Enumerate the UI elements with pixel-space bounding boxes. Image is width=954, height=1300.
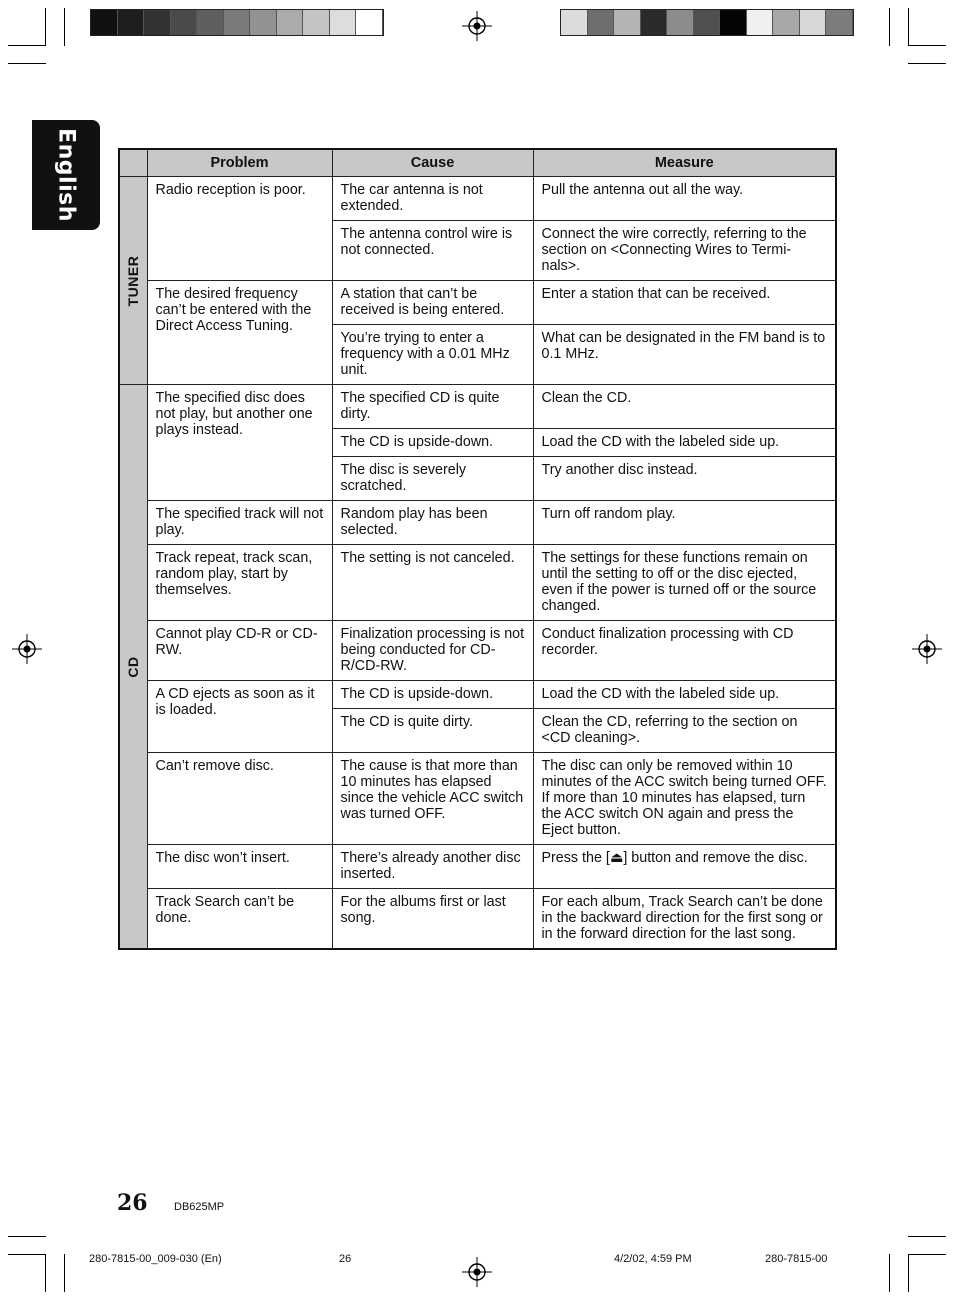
table-row bbox=[119, 385, 836, 429]
table-row bbox=[119, 845, 836, 889]
measure-cell: For each album, Track Search can’t be done in the backward direction for the first song or in the forward direction for the last song. bbox=[533, 889, 836, 950]
color-swatch bbox=[641, 10, 668, 35]
table-row bbox=[119, 281, 836, 325]
category-label: TUNER bbox=[125, 255, 142, 306]
crop-mark bbox=[908, 1254, 946, 1255]
measure-cell: Pull the antenna out all the way. bbox=[533, 177, 836, 221]
color-bar-left bbox=[90, 9, 384, 36]
crop-mark bbox=[64, 8, 65, 46]
color-swatch bbox=[250, 10, 277, 35]
color-swatch bbox=[303, 10, 330, 35]
measure-cell: Conduct finalization processing with CD recorder. bbox=[533, 621, 836, 681]
page-number: 26 bbox=[117, 1190, 148, 1216]
cause-cell: The specified CD is quite dirty. bbox=[332, 385, 533, 429]
table-row bbox=[119, 545, 836, 621]
measure-cell: Enter a station that can be received. bbox=[533, 281, 836, 325]
cause-cell: The setting is not canceled. bbox=[332, 545, 533, 621]
problem-cell: The specified disc does not play, but another one plays instead. bbox=[147, 385, 332, 501]
troubleshooting-table bbox=[118, 148, 837, 950]
measure-cell: The disc can only be removed within 10 minutes of the ACC switch being turned OFF. If more than 10 minutes has elapsed, turn the ACC switch ON again and press the Eject button. bbox=[533, 753, 836, 845]
header-cause: Cause bbox=[332, 149, 533, 177]
table-row bbox=[119, 177, 836, 221]
color-swatch bbox=[561, 10, 588, 35]
cause-cell: A station that can’t be received is being entered. bbox=[332, 281, 533, 325]
measure-cell: Load the CD with the labeled side up. bbox=[533, 681, 836, 709]
footer-datetime: 4/2/02, 4:59 PM bbox=[614, 1253, 692, 1265]
registration-mark-icon bbox=[462, 1257, 492, 1287]
language-tab bbox=[32, 120, 100, 230]
cause-cell: The disc is severely scratched. bbox=[332, 457, 533, 501]
category-label: CD bbox=[125, 655, 142, 678]
problem-cell: The desired frequency can’t be entered with the Direct Access Tuning. bbox=[147, 281, 332, 385]
footer-code: 280-7815-00 bbox=[765, 1253, 828, 1265]
table-header-row bbox=[119, 149, 836, 177]
crop-mark bbox=[45, 1254, 46, 1292]
problem-cell: Cannot play CD-R or CD-RW. bbox=[147, 621, 332, 681]
color-swatch bbox=[144, 10, 171, 35]
color-swatch bbox=[720, 10, 747, 35]
crop-mark bbox=[908, 8, 909, 46]
color-swatch bbox=[197, 10, 224, 35]
cause-cell: For the albums first or last song. bbox=[332, 889, 533, 950]
cause-cell: The CD is quite dirty. bbox=[332, 709, 533, 753]
crop-mark bbox=[8, 1254, 46, 1255]
measure-cell: Connect the wire correctly, referring to the section on <Connecting Wires to Termi-nals>. bbox=[533, 221, 836, 281]
cause-cell: The CD is upside-down. bbox=[332, 429, 533, 457]
problem-cell: The disc won’t insert. bbox=[147, 845, 332, 889]
color-swatch bbox=[224, 10, 251, 35]
crop-mark bbox=[45, 8, 46, 46]
measure-cell: Try another disc instead. bbox=[533, 457, 836, 501]
footer-file: 280-7815-00_009-030 (En) bbox=[89, 1253, 222, 1265]
table-row bbox=[119, 621, 836, 681]
measure-cell: Clean the CD, referring to the section on <CD cleaning>. bbox=[533, 709, 836, 753]
color-swatch bbox=[826, 10, 853, 35]
measure-cell: Press the [⏏] button and remove the disc. bbox=[533, 845, 836, 889]
cause-cell: Random play has been selected. bbox=[332, 501, 533, 545]
table-row bbox=[119, 501, 836, 545]
crop-mark bbox=[8, 45, 46, 46]
registration-mark-icon bbox=[462, 11, 492, 41]
category-cell bbox=[119, 385, 147, 950]
crop-mark bbox=[908, 45, 946, 46]
measure-cell: The settings for these functions remain on until the setting to off or the disc ejected, even if the power is turned off or the source changed. bbox=[533, 545, 836, 621]
measure-cell: Clean the CD. bbox=[533, 385, 836, 429]
header-category bbox=[119, 149, 147, 177]
color-swatch bbox=[118, 10, 145, 35]
footer-page: 26 bbox=[339, 1253, 352, 1265]
crop-mark bbox=[908, 63, 946, 64]
measure-cell: Turn off random play. bbox=[533, 501, 836, 545]
measure-cell: What can be designated in the FM band is to 0.1 MHz. bbox=[533, 325, 836, 385]
color-swatch bbox=[330, 10, 357, 35]
crop-mark bbox=[889, 8, 890, 46]
cause-cell: The antenna control wire is not connected. bbox=[332, 221, 533, 281]
color-swatch bbox=[277, 10, 304, 35]
crop-mark bbox=[8, 63, 46, 64]
registration-mark-icon bbox=[912, 634, 942, 664]
crop-mark bbox=[908, 1236, 946, 1237]
color-swatch bbox=[614, 10, 641, 35]
problem-cell: Track Search can’t be done. bbox=[147, 889, 332, 950]
cause-cell: The cause is that more than 10 minutes has elapsed since the vehicle ACC switch was turned OFF. bbox=[332, 753, 533, 845]
color-swatch bbox=[171, 10, 198, 35]
color-swatch bbox=[667, 10, 694, 35]
category-cell bbox=[119, 177, 147, 385]
table-row bbox=[119, 889, 836, 950]
crop-mark bbox=[889, 1254, 890, 1292]
color-swatch bbox=[91, 10, 118, 35]
table-row bbox=[119, 681, 836, 709]
crop-mark bbox=[64, 1254, 65, 1292]
color-swatch bbox=[588, 10, 615, 35]
color-swatch bbox=[356, 10, 383, 35]
language-tab-label: English bbox=[53, 128, 79, 222]
color-swatch bbox=[773, 10, 800, 35]
cause-cell: You’re trying to enter a frequency with a 0.01 MHz unit. bbox=[332, 325, 533, 385]
color-swatch bbox=[694, 10, 721, 35]
color-bar-right bbox=[560, 9, 854, 36]
crop-mark bbox=[908, 1254, 909, 1292]
header-problem: Problem bbox=[147, 149, 332, 177]
cause-cell: The car antenna is not extended. bbox=[332, 177, 533, 221]
header-measure: Measure bbox=[533, 149, 836, 177]
table-body bbox=[119, 177, 836, 950]
table-row bbox=[119, 753, 836, 845]
cause-cell: Finalization processing is not being conducted for CD-R/CD-RW. bbox=[332, 621, 533, 681]
problem-cell: A CD ejects as soon as it is loaded. bbox=[147, 681, 332, 753]
problem-cell: Can’t remove disc. bbox=[147, 753, 332, 845]
cause-cell: There’s already another disc inserted. bbox=[332, 845, 533, 889]
problem-cell: The specified track will not play. bbox=[147, 501, 332, 545]
problem-cell: Track repeat, track scan, random play, start by themselves. bbox=[147, 545, 332, 621]
model-name: DB625MP bbox=[174, 1201, 225, 1213]
crop-mark bbox=[8, 1236, 46, 1237]
registration-mark-icon bbox=[12, 634, 42, 664]
color-swatch bbox=[747, 10, 774, 35]
cause-cell: The CD is upside-down. bbox=[332, 681, 533, 709]
measure-cell: Load the CD with the labeled side up. bbox=[533, 429, 836, 457]
color-swatch bbox=[800, 10, 827, 35]
problem-cell: Radio reception is poor. bbox=[147, 177, 332, 281]
